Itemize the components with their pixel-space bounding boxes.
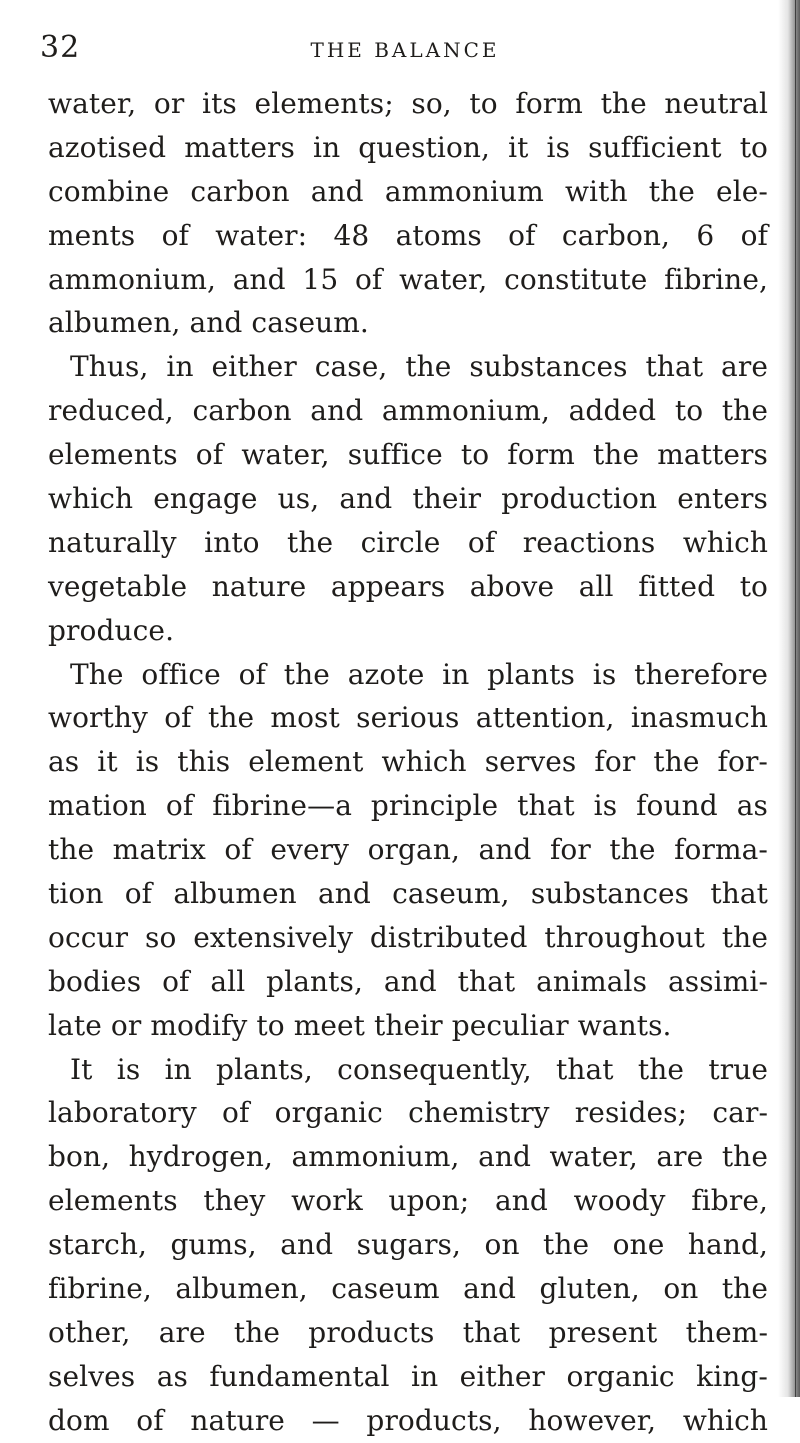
page-edge-shadow xyxy=(778,0,800,1397)
text-line: starch, gums, and sugars, on the one hand, xyxy=(48,1228,768,1262)
body-text xyxy=(48,82,768,1443)
text-line: worthy of the most serious attention, inasmuch xyxy=(48,701,768,735)
paragraph-start-line: It is in plants, consequently, that the true xyxy=(70,1052,768,1086)
text-line: azotised matters in question, it is sufficient to xyxy=(48,130,768,164)
text-line: late or modify to meet their peculiar wants. xyxy=(48,1008,672,1042)
text-line: albumen, and caseum. xyxy=(48,306,369,340)
page-number: 32 xyxy=(40,30,81,65)
text-line: water, or its elements; so, to form the neutral xyxy=(48,87,768,120)
text-line: vegetable nature appears above all fitted to xyxy=(48,569,768,603)
paragraph-start-line: Thus, in either case, the substances that are xyxy=(70,350,768,384)
text-line: elements they work upon; and woody fibre, xyxy=(48,1184,768,1218)
text-line: bon, hydrogen, ammonium, and water, are the xyxy=(48,1140,768,1174)
text-line: as it is this element which serves for the for- xyxy=(48,745,768,779)
text-line: selves as fundamental in either organic king- xyxy=(48,1359,768,1393)
running-title: THE BALANCE xyxy=(310,38,500,62)
text-line: tion of albumen and caseum, substances that xyxy=(48,877,768,911)
text-line: naturally into the circle of reactions which xyxy=(48,525,768,559)
text-line: ments of water: 48 atoms of carbon, 6 of xyxy=(48,218,768,252)
text-line: laboratory of organic chemistry resides; car- xyxy=(48,1096,768,1130)
page-header xyxy=(40,30,770,70)
paragraph-start-line: The office of the azote in plants is therefore xyxy=(70,657,768,691)
text-line: mation of fibrine—a principle that is found as xyxy=(48,789,768,823)
text-line: elements of water, suffice to form the matters xyxy=(48,438,768,472)
page-edge-line xyxy=(795,0,796,1397)
text-line: dom of nature — products, however, which xyxy=(48,1403,768,1437)
text-line: occur so extensively distributed throughout the xyxy=(48,920,768,954)
text-line: ammonium, and 15 of water, constitute fibrine, xyxy=(48,262,768,296)
text-line: which engage us, and their production enters xyxy=(48,482,768,516)
text-line: combine carbon and ammonium with the ele- xyxy=(48,174,768,208)
text-line: reduced, carbon and ammonium, added to the xyxy=(48,394,768,428)
text-line: bodies of all plants, and that animals assimi- xyxy=(48,964,768,998)
text-line: fibrine, albumen, caseum and gluten, on the xyxy=(48,1272,768,1306)
text-line: the matrix of every organ, and for the forma- xyxy=(48,833,768,867)
text-line: other, are the products that present them- xyxy=(48,1315,768,1349)
text-line: produce. xyxy=(48,613,175,647)
